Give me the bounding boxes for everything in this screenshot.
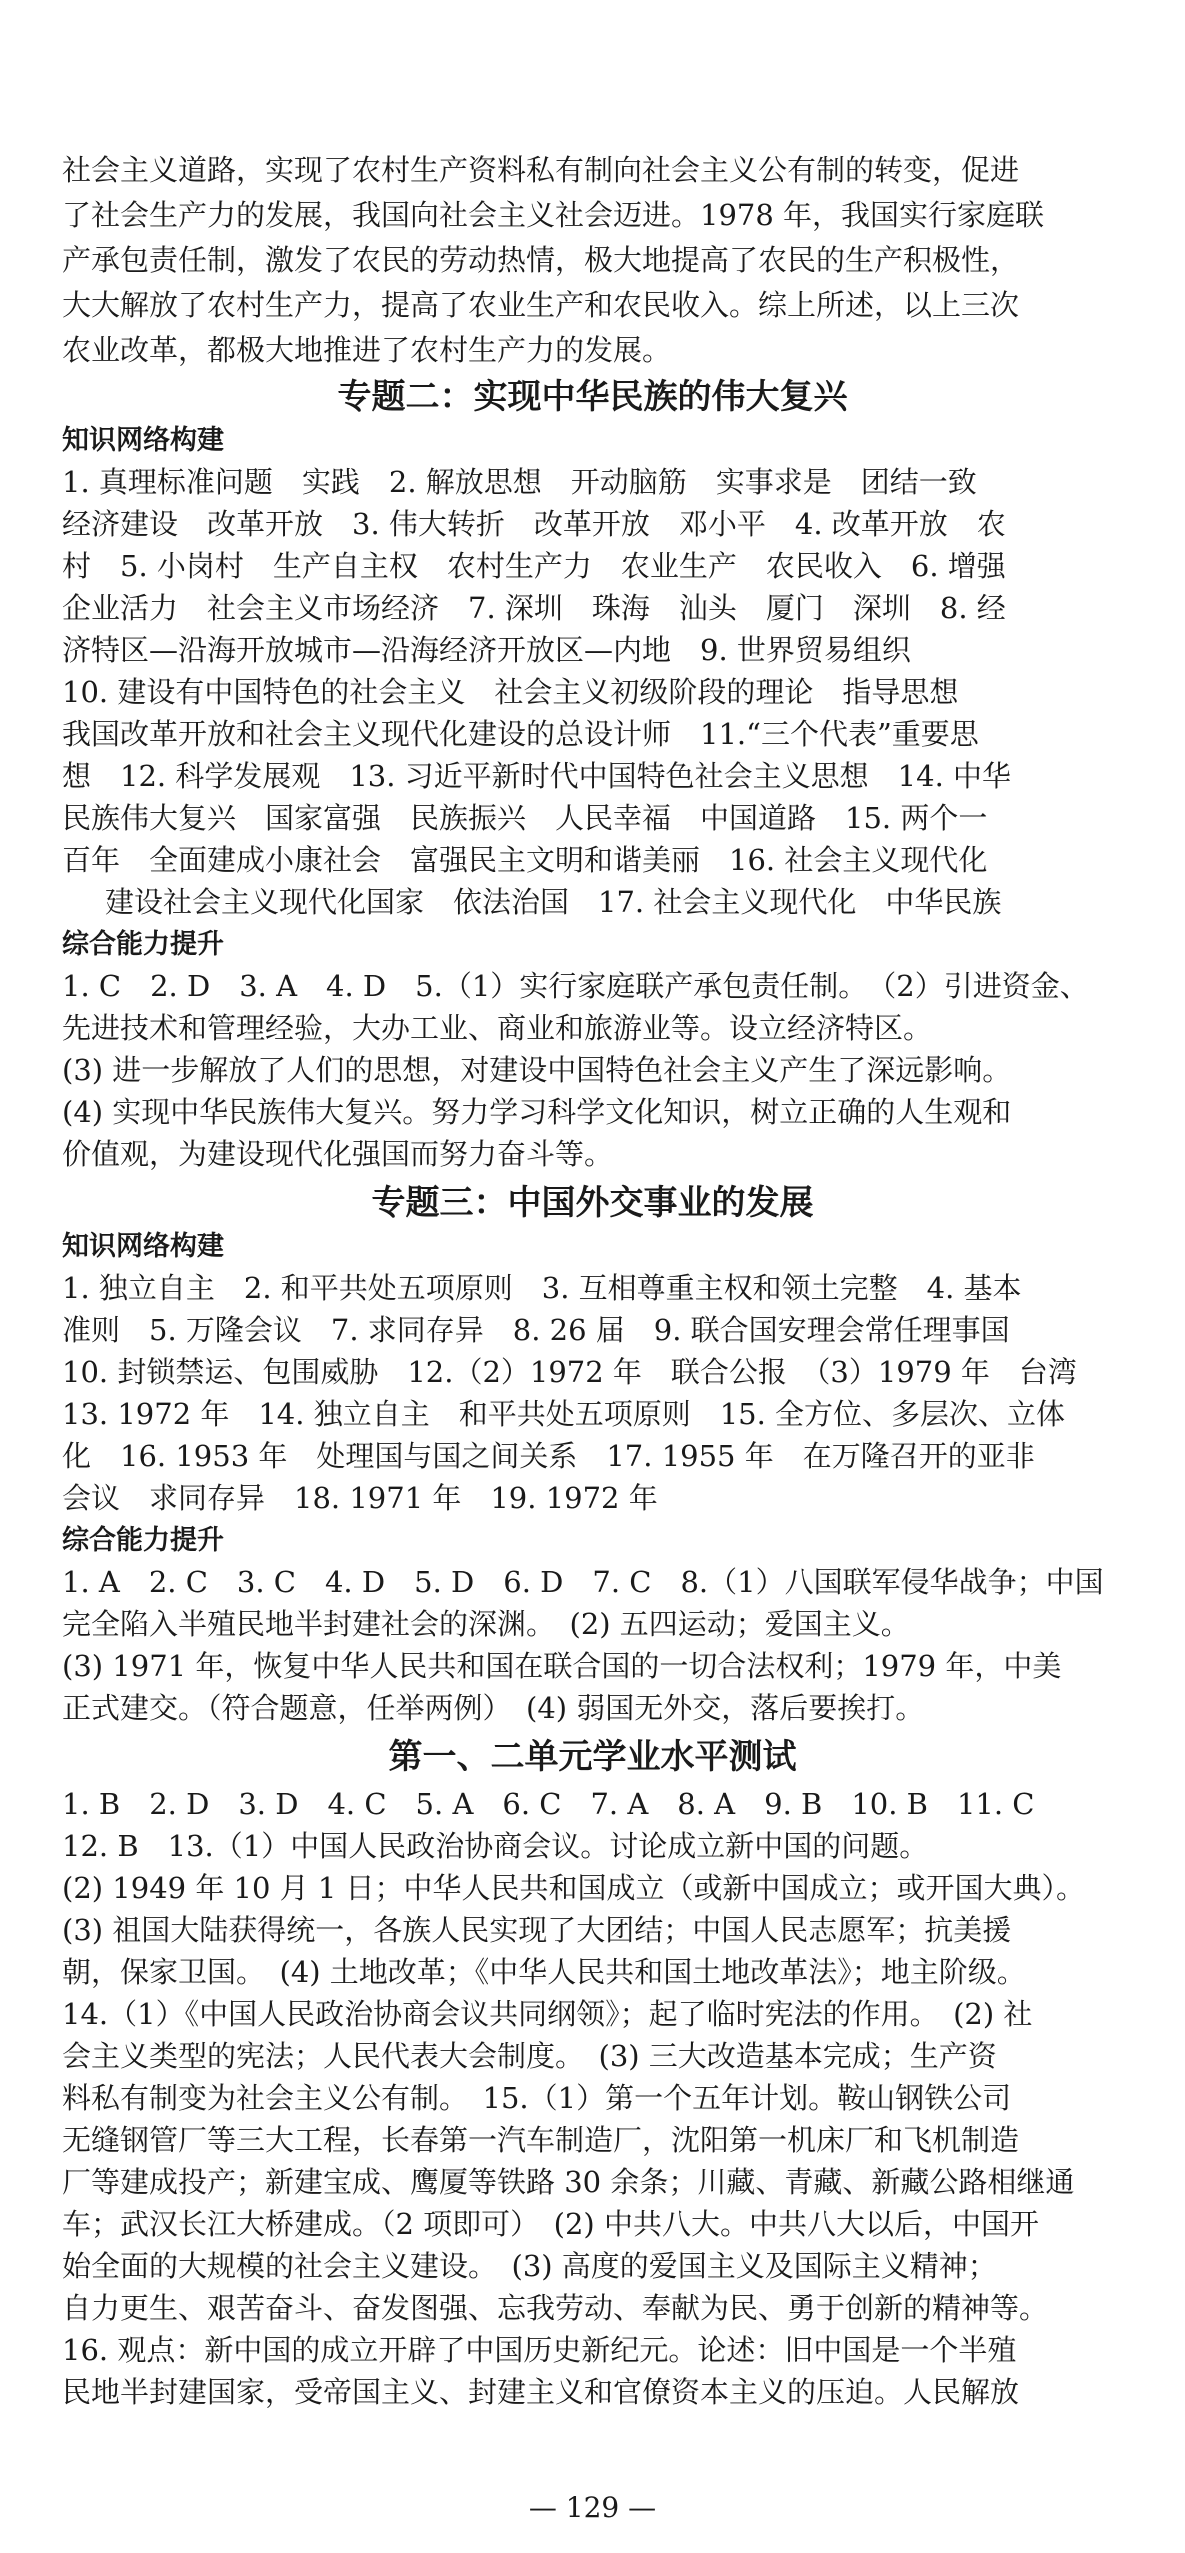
answer-line: 百年 全面建成小康社会 富强民主文明和谐美丽 16. 社会主义现代化 bbox=[62, 843, 988, 877]
intro-line: 产承包责任制，激发了农民的劳动热情，极大地提高了农民的生产积极性， bbox=[62, 243, 1020, 277]
subsection-heading: 知识网络构建 bbox=[62, 1231, 224, 1262]
answer-line: 13. 1972 年 14. 独立自主 和平共处五项原则 15. 全方位、多层次、立体 bbox=[62, 1397, 1066, 1431]
answer-line: 化 16. 1953 年 处理国与国之间关系 17. 1955 年 在万隆召开的亚非 bbox=[62, 1439, 1035, 1473]
answer-line: 1. C 2. D 3. A 4. D 5.（1）实行家庭联产承包责任制。 （2）引进资金、 bbox=[62, 969, 1089, 1003]
answer-line: 自力更生、艰苦奋斗、奋发图强、忘我劳动、奉献为民、勇于创新的精神等。 bbox=[62, 2291, 1049, 2325]
answer-line: 无缝钢管厂等三大工程，长春第一汽车制造厂，沈阳第一机床厂和飞机制造 bbox=[62, 2123, 1020, 2157]
answer-line: 1. A 2. C 3. C 4. D 5. D 6. D 7. C 8.（1）八国联军侵华战争；中国 bbox=[62, 1565, 1104, 1599]
answer-line: 准则 5. 万隆会议 7. 求同存异 8. 26 届 9. 联合国安理会常任理事国 bbox=[62, 1313, 1010, 1347]
page-number: — 129 — bbox=[528, 2491, 657, 2524]
answer-line: (3) 1971 年，恢复中华人民共和国在联合国的一切合法权利；1979 年，中美 bbox=[62, 1649, 1062, 1683]
answer-line: 想 12. 科学发展观 13. 习近平新时代中国特色社会主义思想 14. 中华 bbox=[62, 759, 1012, 793]
answer-line: (3) 进一步解放了人们的思想，对建设中国特色社会主义产生了深远影响。 bbox=[62, 1053, 1012, 1087]
answer-line: 完全陷入半殖民地半封建社会的深渊。 (2) 五四运动；爱国主义。 bbox=[62, 1607, 910, 1641]
answer-line: 会主义类型的宪法；人民代表大会制度。 (3) 三大改造基本完成；生产资 bbox=[62, 2039, 997, 2073]
answer-line: 先进技术和管理经验，大办工业、商业和旅游业等。设立经济特区。 bbox=[62, 1011, 933, 1045]
answer-line: 会议 求同存异 18. 1971 年 19. 1972 年 bbox=[62, 1481, 658, 1515]
section-title: 专题二：实现中华民族的伟大复兴 bbox=[337, 377, 848, 417]
intro-line: 大大解放了农村生产力，提高了农业生产和农民收入。综上所述，以上三次 bbox=[62, 288, 1020, 322]
answer-line: 经济建设 改革开放 3. 伟大转折 改革开放 邓小平 4. 改革开放 农 bbox=[62, 507, 1006, 541]
answer-line: (2) 1949 年 10 月 1 日；中华人民共和国成立（或新中国成立；或开国大典）。 bbox=[62, 1871, 1086, 1905]
answer-line: 民族伟大复兴 国家富强 民族振兴 人民幸福 中国道路 15. 两个一 bbox=[62, 801, 988, 835]
intro-line: 农业改革，都极大地推进了农村生产力的发展。 bbox=[62, 333, 672, 367]
intro-line: 了社会生产力的发展，我国向社会主义社会迈进。1978 年，我国实行家庭联 bbox=[62, 198, 1045, 232]
answer-line: 正式建交。（符合题意，任举两例） (4) 弱国无外交，落后要挨打。 bbox=[62, 1691, 925, 1725]
answer-line: 济特区—沿海开放城市—沿海经济开放区—内地 9. 世界贸易组织 bbox=[62, 633, 911, 667]
answer-line: 建设社会主义现代化国家 依法治国 17. 社会主义现代化 中华民族 bbox=[105, 885, 1002, 919]
answer-line: (3) 祖国大陆获得统一，各族人民实现了大团结；中国人民志愿军；抗美援 bbox=[62, 1913, 1012, 1947]
answer-line: 10. 封锁禁运、包围威胁 12.（2）1972 年 联合公报 （3）1979 年 台湾 bbox=[62, 1355, 1077, 1389]
answer-line: 村 5. 小岗村 生产自主权 农村生产力 农业生产 农民收入 6. 增强 bbox=[62, 549, 1006, 583]
answer-line: 10. 建设有中国特色的社会主义 社会主义初级阶段的理论 指导思想 bbox=[62, 675, 959, 709]
answer-line: 16. 观点：新中国的成立开辟了中国历史新纪元。论述：旧中国是一个半殖 bbox=[62, 2333, 1017, 2367]
answer-line: 料私有制变为社会主义公有制。 15.（1）第一个五年计划。鞍山钢铁公司 bbox=[62, 2081, 1012, 2115]
subsection-heading: 知识网络构建 bbox=[62, 425, 224, 456]
section-title: 专题三：中国外交事业的发展 bbox=[371, 1183, 814, 1223]
subsection-heading: 综合能力提升 bbox=[62, 1525, 224, 1556]
answer-line: 1. 独立自主 2. 和平共处五项原则 3. 互相尊重主权和领土完整 4. 基本 bbox=[62, 1271, 1022, 1305]
subsection-heading: 综合能力提升 bbox=[62, 929, 224, 960]
answer-line: 1. 真理标准问题 实践 2. 解放思想 开动脑筋 实事求是 团结一致 bbox=[62, 465, 977, 499]
answer-line: 价值观，为建设现代化强国而努力奋斗等。 bbox=[62, 1137, 614, 1171]
answer-line: 车；武汉长江大桥建成。（2 项即可） (2) 中共八大。中共八大以后，中国开 bbox=[62, 2207, 1039, 2241]
answer-line: (4) 实现中华民族伟大复兴。努力学习科学文化知识，树立正确的人生观和 bbox=[62, 1095, 1012, 1129]
answer-line: 1. B 2. D 3. D 4. C 5. A 6. C 7. A 8. A 9. B 10. B 11. C bbox=[62, 1787, 1035, 1821]
answer-line: 企业活力 社会主义市场经济 7. 深圳 珠海 汕头 厦门 深圳 8. 经 bbox=[62, 591, 1006, 625]
answer-line: 始全面的大规模的社会主义建设。 (3) 高度的爱国主义及国际主义精神； bbox=[62, 2249, 997, 2283]
intro-line: 社会主义道路，实现了农村生产资料私有制向社会主义公有制的转变，促进 bbox=[62, 153, 1020, 187]
answer-line: 我国改革开放和社会主义现代化建设的总设计师 11.“三个代表”重要思 bbox=[62, 717, 979, 751]
answer-line: 14.（1）《中国人民政治协商会议共同纲领》；起了临时宪法的作用。 (2) 社 bbox=[62, 1997, 1033, 2031]
section-title: 第一、二单元学业水平测试 bbox=[388, 1737, 797, 1777]
answer-line: 12. B 13.（1）中国人民政治协商会议。讨论成立新中国的问题。 bbox=[62, 1829, 929, 1863]
answer-line: 朝，保家卫国。 (4) 土地改革；《中华人民共和国土地改革法》；地主阶级。 bbox=[62, 1955, 1026, 1989]
answer-line: 厂等建成投产；新建宝成、鹰厦等铁路 30 余条；川藏、青藏、新藏公路相继通 bbox=[62, 2165, 1075, 2199]
answer-line: 民地半封建国家，受帝国主义、封建主义和官僚资本主义的压迫。人民解放 bbox=[62, 2375, 1020, 2409]
